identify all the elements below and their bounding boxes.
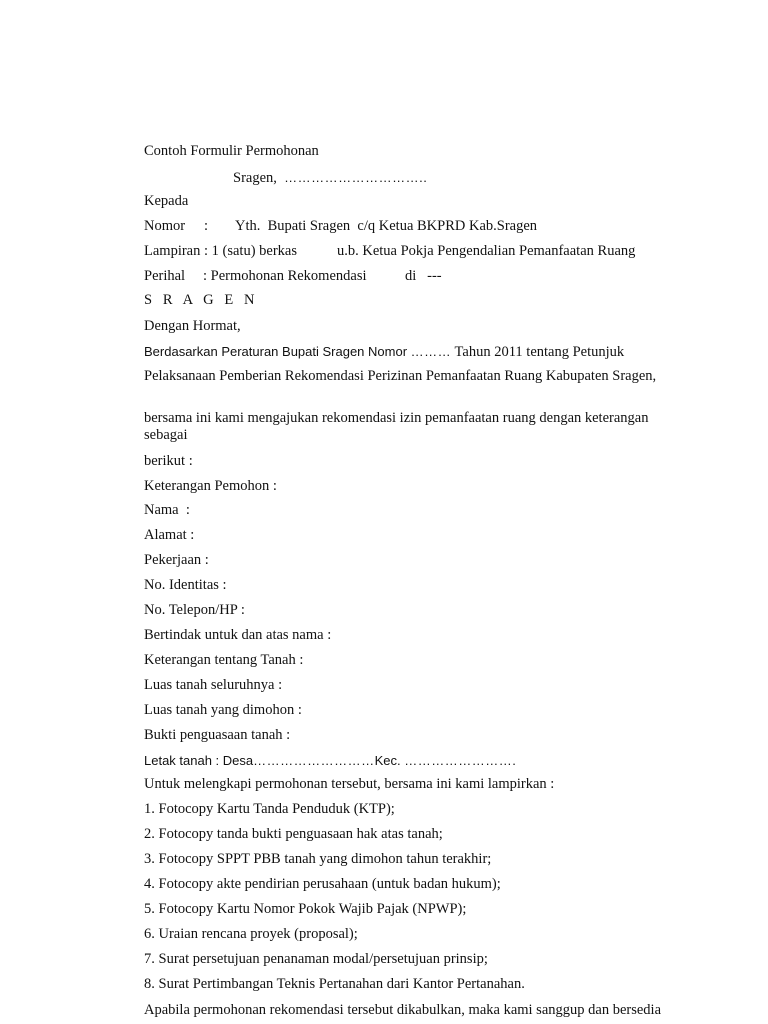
regulation-number-blank: ……… (410, 344, 452, 359)
paragraph-2: bersama ini kami mengajukan rekomendasi izin pemanfaatan ruang dengan keterangan sebagai (144, 410, 649, 443)
paragraph-1-line-2: Pelaksanaan Pemberian Rekomendasi Perizinan Pemanfaatan Ruang Kabupaten Sragen, (144, 368, 657, 384)
recipient-line: Yth. Bupati Sragen c/q Ketua BKPRD Kab.Sragen (235, 218, 538, 234)
attachments-intro: Untuk melengkapi permohonan tersebut, bersama ini kami lampirkan : (144, 776, 555, 792)
lampiran-line: Lampiran : 1 (satu) berkas (144, 243, 298, 259)
field-nama: Nama : (144, 502, 190, 518)
date-blank: ………………………….. (284, 170, 428, 185)
field-luas-dimohon: Luas tanah yang dimohon : (144, 702, 302, 718)
berikut-text: berikut : (144, 453, 193, 469)
attachment-item: 3. Fotocopy SPPT PBB tanah yang dimohon tahun terakhir; (144, 851, 492, 867)
city-heading: S R A G E N (144, 292, 259, 308)
place-date-line (233, 169, 427, 187)
field-telepon: No. Telepon/HP : (144, 602, 245, 618)
attachment-item: 4. Fotocopy akte pendirian perusahaan (untuk badan hukum); (144, 876, 501, 892)
field-bukti: Bukti penguasaan tanah : (144, 727, 291, 743)
kec-blank: ……………………. (404, 753, 517, 768)
attachment-item: 5. Fotocopy Kartu Nomor Pokok Wajib Pajak (NPWP); (144, 901, 467, 917)
nomor-label: Nomor (144, 218, 186, 234)
attachment-item: 1. Fotocopy Kartu Tanda Penduduk (KTP); (144, 801, 395, 817)
letak-kec-label: Kec. (374, 753, 401, 768)
field-atas-nama: Bertindak untuk dan atas nama : (144, 627, 332, 643)
attachment-item: 6. Uraian rencana proyek (proposal); (144, 926, 358, 942)
letak-desa-label: Letak tanah : Desa (144, 753, 254, 768)
attachment-item: 2. Fotocopy tanda bukti penguasaan hak atas tanah; (144, 826, 443, 842)
recipient-heading: Kepada (144, 193, 189, 209)
regulation-text: Berdasarkan Peraturan Bupati Sragen Nomor (144, 344, 408, 359)
nomor-colon: : (204, 218, 209, 234)
perihal-value: : Permohonan Rekomendasi (203, 268, 367, 284)
paragraph-1-line-1 (144, 343, 624, 361)
di-line: di --- (405, 268, 442, 284)
regulation-year-text: Tahun 2011 tentang Petunjuk (454, 344, 625, 360)
ub-line: u.b. Ketua Pokja Pengendalian Pemanfaatan Ruang (337, 243, 636, 259)
form-title: Contoh Formulir Permohonan (144, 143, 319, 159)
applicant-heading: Keterangan Pemohon : (144, 478, 277, 494)
place-date-label: Sragen, (233, 170, 277, 186)
field-letak-tanah (144, 752, 516, 769)
field-luas-seluruh: Luas tanah seluruhnya : (144, 677, 283, 693)
desa-blank: ……………………… (253, 753, 375, 768)
field-alamat: Alamat : (144, 527, 195, 543)
field-identitas: No. Identitas : (144, 577, 227, 593)
land-heading: Keterangan tentang Tanah : (144, 652, 304, 668)
field-pekerjaan: Pekerjaan : (144, 552, 209, 568)
attachment-item: 8. Surat Pertimbangan Teknis Pertanahan dari Kantor Pertanahan. (144, 976, 525, 992)
perihal-label: Perihal (144, 268, 186, 284)
salutation: Dengan Hormat, (144, 318, 241, 334)
closing-paragraph: Apabila permohonan rekomendasi tersebut dikabulkan, maka kami sanggup dan bersedia (144, 1002, 662, 1018)
attachment-item: 7. Surat persetujuan penanaman modal/persetujuan prinsip; (144, 951, 488, 967)
